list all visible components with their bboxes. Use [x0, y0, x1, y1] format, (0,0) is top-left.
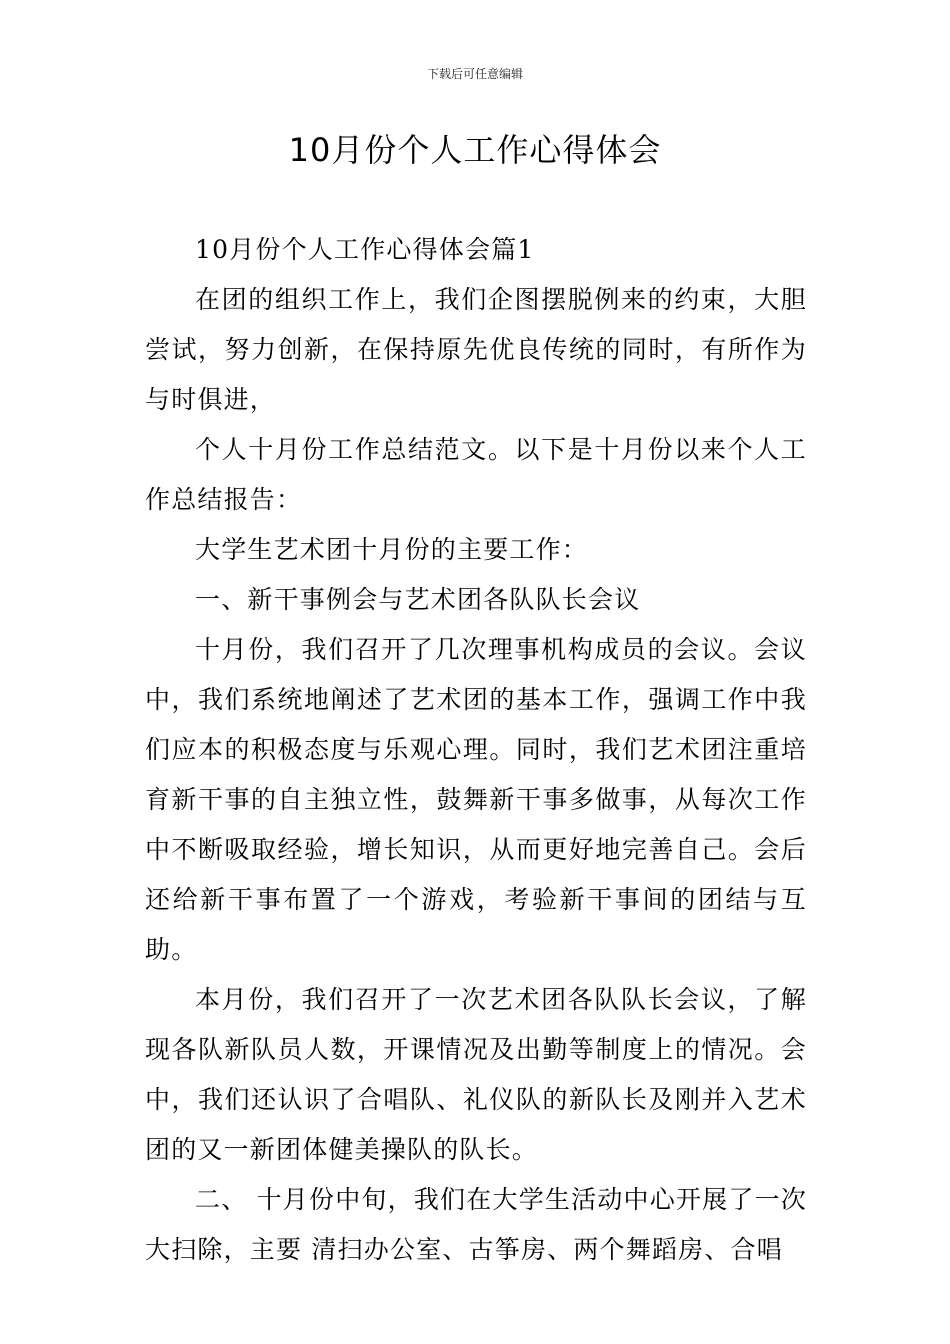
paragraph: 本月份，我们召开了一次艺术团各队队长会议，了解现各队新队员人数，开课情况及出勤等制度上的情况。会中，我们还认识了合唱队、礼仪队的新队长及刚并入艺术团的又一新团体健美操队的队长。	[145, 985, 807, 1164]
paragraph: 十月份，我们召开了几次理事机构成员的会议。会议中，我们系统地阐述了艺术团的基本工作，强调工作中我们应本的积极态度与乐观心理。同时，我们艺术团注重培育新干事的自主独立性，鼓舞新干事多做事，从每次工作中不断吸取经验，增长知识，从而更好地完善自己。会后还给新干事布置了一个游戏，考验新干事间的团结与互助。	[145, 635, 807, 964]
document-body	[145, 225, 807, 1275]
paragraph: 个人十月份工作总结范文。以下是十月份以来个人工作总结报告：	[145, 435, 807, 514]
paragraph: 在团的组织工作上，我们企图摆脱例来的约束，大胆尝试，努力创新，在保持原先优良传统的同时，有所作为与时俱进，	[145, 285, 807, 414]
paragraph: 大学生艺术团十月份的主要工作：	[195, 535, 589, 564]
header-note: 下载后可任意编辑	[426, 67, 523, 81]
list-heading: 一、新干事例会与艺术团各队队长会议	[195, 585, 641, 614]
document-title: 10月份个人工作心得体会	[288, 131, 662, 169]
section-heading: 10月份个人工作心得体会篇1	[195, 235, 535, 264]
paragraph: 二、 十月份中旬，我们在大学生活动中心开展了一次大扫除，主要 清扫办公室、古筝房、两个舞蹈房、合唱	[145, 1185, 807, 1264]
